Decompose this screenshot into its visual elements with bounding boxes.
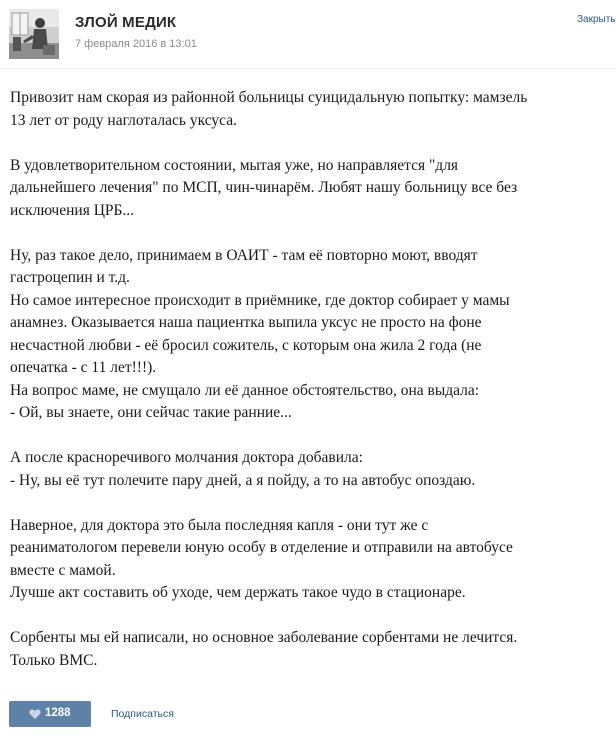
post-line: Только ВМС. [10,651,98,669]
post-header [0,0,616,68]
like-count: 1288 [45,707,71,719]
post-line: опечатка - с 11 лет!!!). [10,359,157,376]
post-line: анамнез. Оказывается наша пациентка выпила уксус не просто на фоне [10,314,482,331]
avatar[interactable] [9,9,59,59]
avatar-image [9,9,59,59]
post-line: Привозит нам скорая из районной больницы суицидальную попытку: мамзель [10,89,528,106]
post-line: Лучше акт составить об уходе, чем держать такое чудо в стационаре. [10,584,466,601]
post-line: вместе с мамой. [10,561,116,579]
like-button[interactable] [9,701,91,727]
post-line: В удовлетворительном состоянии, мытая уже, но направляется "для [10,156,459,174]
post-paragraph [10,155,606,223]
post-paragraph [10,515,606,605]
heart-icon [29,708,41,720]
post-line: 13 лет от роду наглоталась уксуса. [10,111,237,129]
close-link[interactable]: Закрыть [577,14,616,25]
post-paragraph [10,245,606,425]
post-line: А после красноречивого молчания доктора добавила: [10,449,363,466]
post-line: На вопрос маме, не смущало ли её данное обстоятельство, она выдала: [10,381,480,399]
header-divider [0,68,616,69]
post-paragraph [10,87,606,132]
post-line: исключения ЦРБ... [10,201,135,219]
post-line: - Ну, вы её тут полечите пару дней, а я пойду, а то на автобус опоздаю. [10,471,476,489]
post-line: дальнейшего лечения" по МСП, чин-чинарём. Любят нашу больницу все без [10,179,518,196]
post-line: Сорбенты мы ей написали, но основное заболевание сорбентами не лечится. [10,629,518,646]
post-line: Но самое интересное происходит в приёмнике, где доктор собирает у мамы [10,291,510,309]
post-line: гастроцепин и т.д. [10,269,130,286]
subscribe-link[interactable]: Подписаться [111,708,174,720]
author-name[interactable]: ЗЛОЙ МЕДИК [75,14,177,31]
post-line: реаниматологом перевели юную особу в отделение и отправили на автобусе [10,539,513,556]
post-date[interactable]: 7 февраля 2016 в 13:01 [75,38,197,50]
post-text [10,87,606,695]
post-paragraph [10,447,606,492]
post-line: Ну, раз такое дело, принимаем в ОАИТ - там её повторно моют, вводят [10,246,478,264]
post-line: - Ой, вы знаете, они сейчас такие ранние... [10,404,292,421]
post-line: несчастной любви - её бросил сожитель, с которым она жила 2 года (не [10,336,482,354]
post-paragraph [10,627,606,672]
post-line: Наверное, для доктора это была последняя капля - они тут же с [10,516,429,534]
